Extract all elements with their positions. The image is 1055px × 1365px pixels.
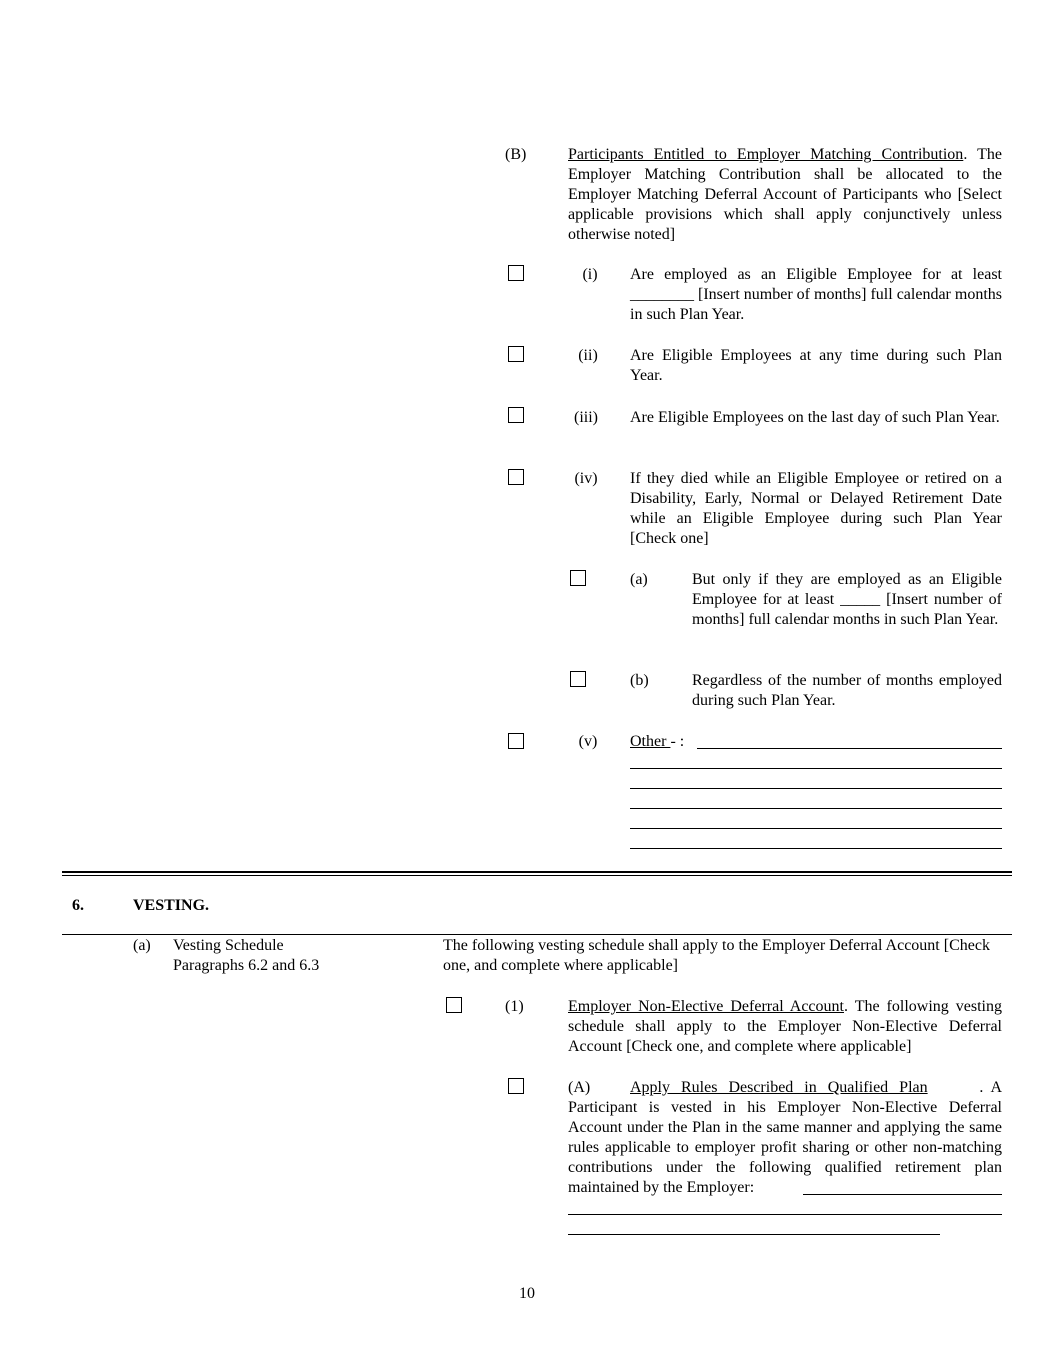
vesting-a-label-line1: Vesting Schedule (173, 937, 284, 954)
section-b-paragraph (568, 145, 1002, 245)
plan-name-blank-line-2[interactable] (568, 1214, 1002, 1215)
plan-name-blank-line-3[interactable] (568, 1234, 940, 1235)
subitem-b-number: (b) (630, 672, 649, 689)
item-b-ii-number: (ii) (578, 347, 598, 364)
section-b-number: (B) (505, 146, 527, 163)
vesting-a-number: (a) (133, 937, 151, 954)
item-b-iv-number: (iv) (574, 470, 598, 487)
item-b-i-number: (i) (582, 266, 598, 283)
page-number: 10 (519, 1285, 535, 1302)
vesting-a-text: The following vesting schedule shall apply to the Employer Deferral Account [Check one, and complete where applicable] (443, 937, 990, 974)
section-6-rule (62, 934, 1012, 935)
plan-name-blank-line-1[interactable] (803, 1194, 1002, 1195)
section-b-body: . The Employer Matching Contribution shall be allocated to the Employer Matching Deferral Account of Participants who [Select applicable provisions which shall apply conjunctively unless otherwise noted] (568, 146, 1002, 243)
section-divider-bottom (62, 875, 1012, 876)
checkbox-b-v[interactable] (508, 733, 524, 749)
vesting-A-body1: . A (979, 1079, 1002, 1096)
vesting-A-title: Apply Rules Described in Qualified Plan (630, 1079, 928, 1096)
section-6-title: VESTING. (133, 897, 210, 914)
other-suffix: - : (670, 733, 685, 750)
other-label: Other (630, 733, 671, 750)
vesting-A-number: (A) (568, 1079, 591, 1096)
vesting-1-number: (1) (505, 998, 524, 1015)
checkbox-vesting-1[interactable] (446, 997, 462, 1013)
subitem-a-number: (a) (630, 571, 648, 588)
item-b-iii-text: Are Eligible Employees on the last day of such Plan Year. (630, 409, 1000, 426)
checkbox-b-iv-a[interactable] (570, 570, 586, 586)
vesting-a-label-line2: Paragraphs 6.2 and 6.3 (173, 957, 320, 974)
section-divider-top (62, 871, 1012, 873)
checkbox-vesting-1-a[interactable] (508, 1078, 524, 1094)
item-b-iv-text: If they died while an Eligible Employee or retired on a Disability, Early, Normal or Delayed Retirement Date while an Eligible Employee during such Plan Year [Check one] (630, 470, 1002, 547)
other-blank-line-1[interactable] (697, 748, 1002, 749)
other-blank-line-5[interactable] (630, 828, 1002, 829)
vesting-A-title-line (630, 1078, 1002, 1098)
other-blank-line-3[interactable] (630, 788, 1002, 789)
other-blank-line-6[interactable] (630, 848, 1002, 849)
checkbox-b-ii[interactable] (508, 346, 524, 362)
checkbox-b-i[interactable] (508, 265, 524, 281)
vesting-1-title: Employer Non-Elective Deferral Account (568, 998, 844, 1015)
checkbox-b-iv[interactable] (508, 469, 524, 485)
other-blank-line-4[interactable] (630, 808, 1002, 809)
section-6-number: 6. (72, 897, 84, 914)
checkbox-b-iii[interactable] (508, 407, 524, 423)
vesting-A-body: Participant is vested in his Employer Non-Elective Deferral Account under the Plan in the same manner and applying the same rules applicable to employer profit sharing or other non-matching contributions under the following qualified retirement plan maintained by the Employer: (568, 1099, 1002, 1196)
other-blank-line-2[interactable] (630, 768, 1002, 769)
subitem-a-text: But only if they are employed as an Eligible Employee for at least _____ [Insert number of months] full calendar months in such Plan Year. (692, 571, 1002, 628)
item-b-v-label (630, 732, 684, 752)
vesting-1-paragraph (568, 997, 1002, 1057)
item-b-v-number: (v) (578, 733, 598, 750)
item-b-ii-text: Are Eligible Employees at any time during such Plan Year. (630, 347, 1002, 384)
item-b-i-text: Are employed as an Eligible Employee for at least ________ [Insert number of months] full calendar months in such Plan Year. (630, 266, 1002, 323)
section-b-title: Participants Entitled to Employer Matching Contribution (568, 146, 964, 163)
checkbox-b-iv-b[interactable] (570, 671, 586, 687)
vesting-1-body: . The following vesting schedule shall apply to the Employer Non-Elective Deferral Account [Check one, and complete where applicable] (568, 998, 1002, 1055)
item-b-iii-number: (iii) (574, 409, 598, 426)
subitem-b-text: Regardless of the number of months employed during such Plan Year. (692, 672, 1002, 709)
